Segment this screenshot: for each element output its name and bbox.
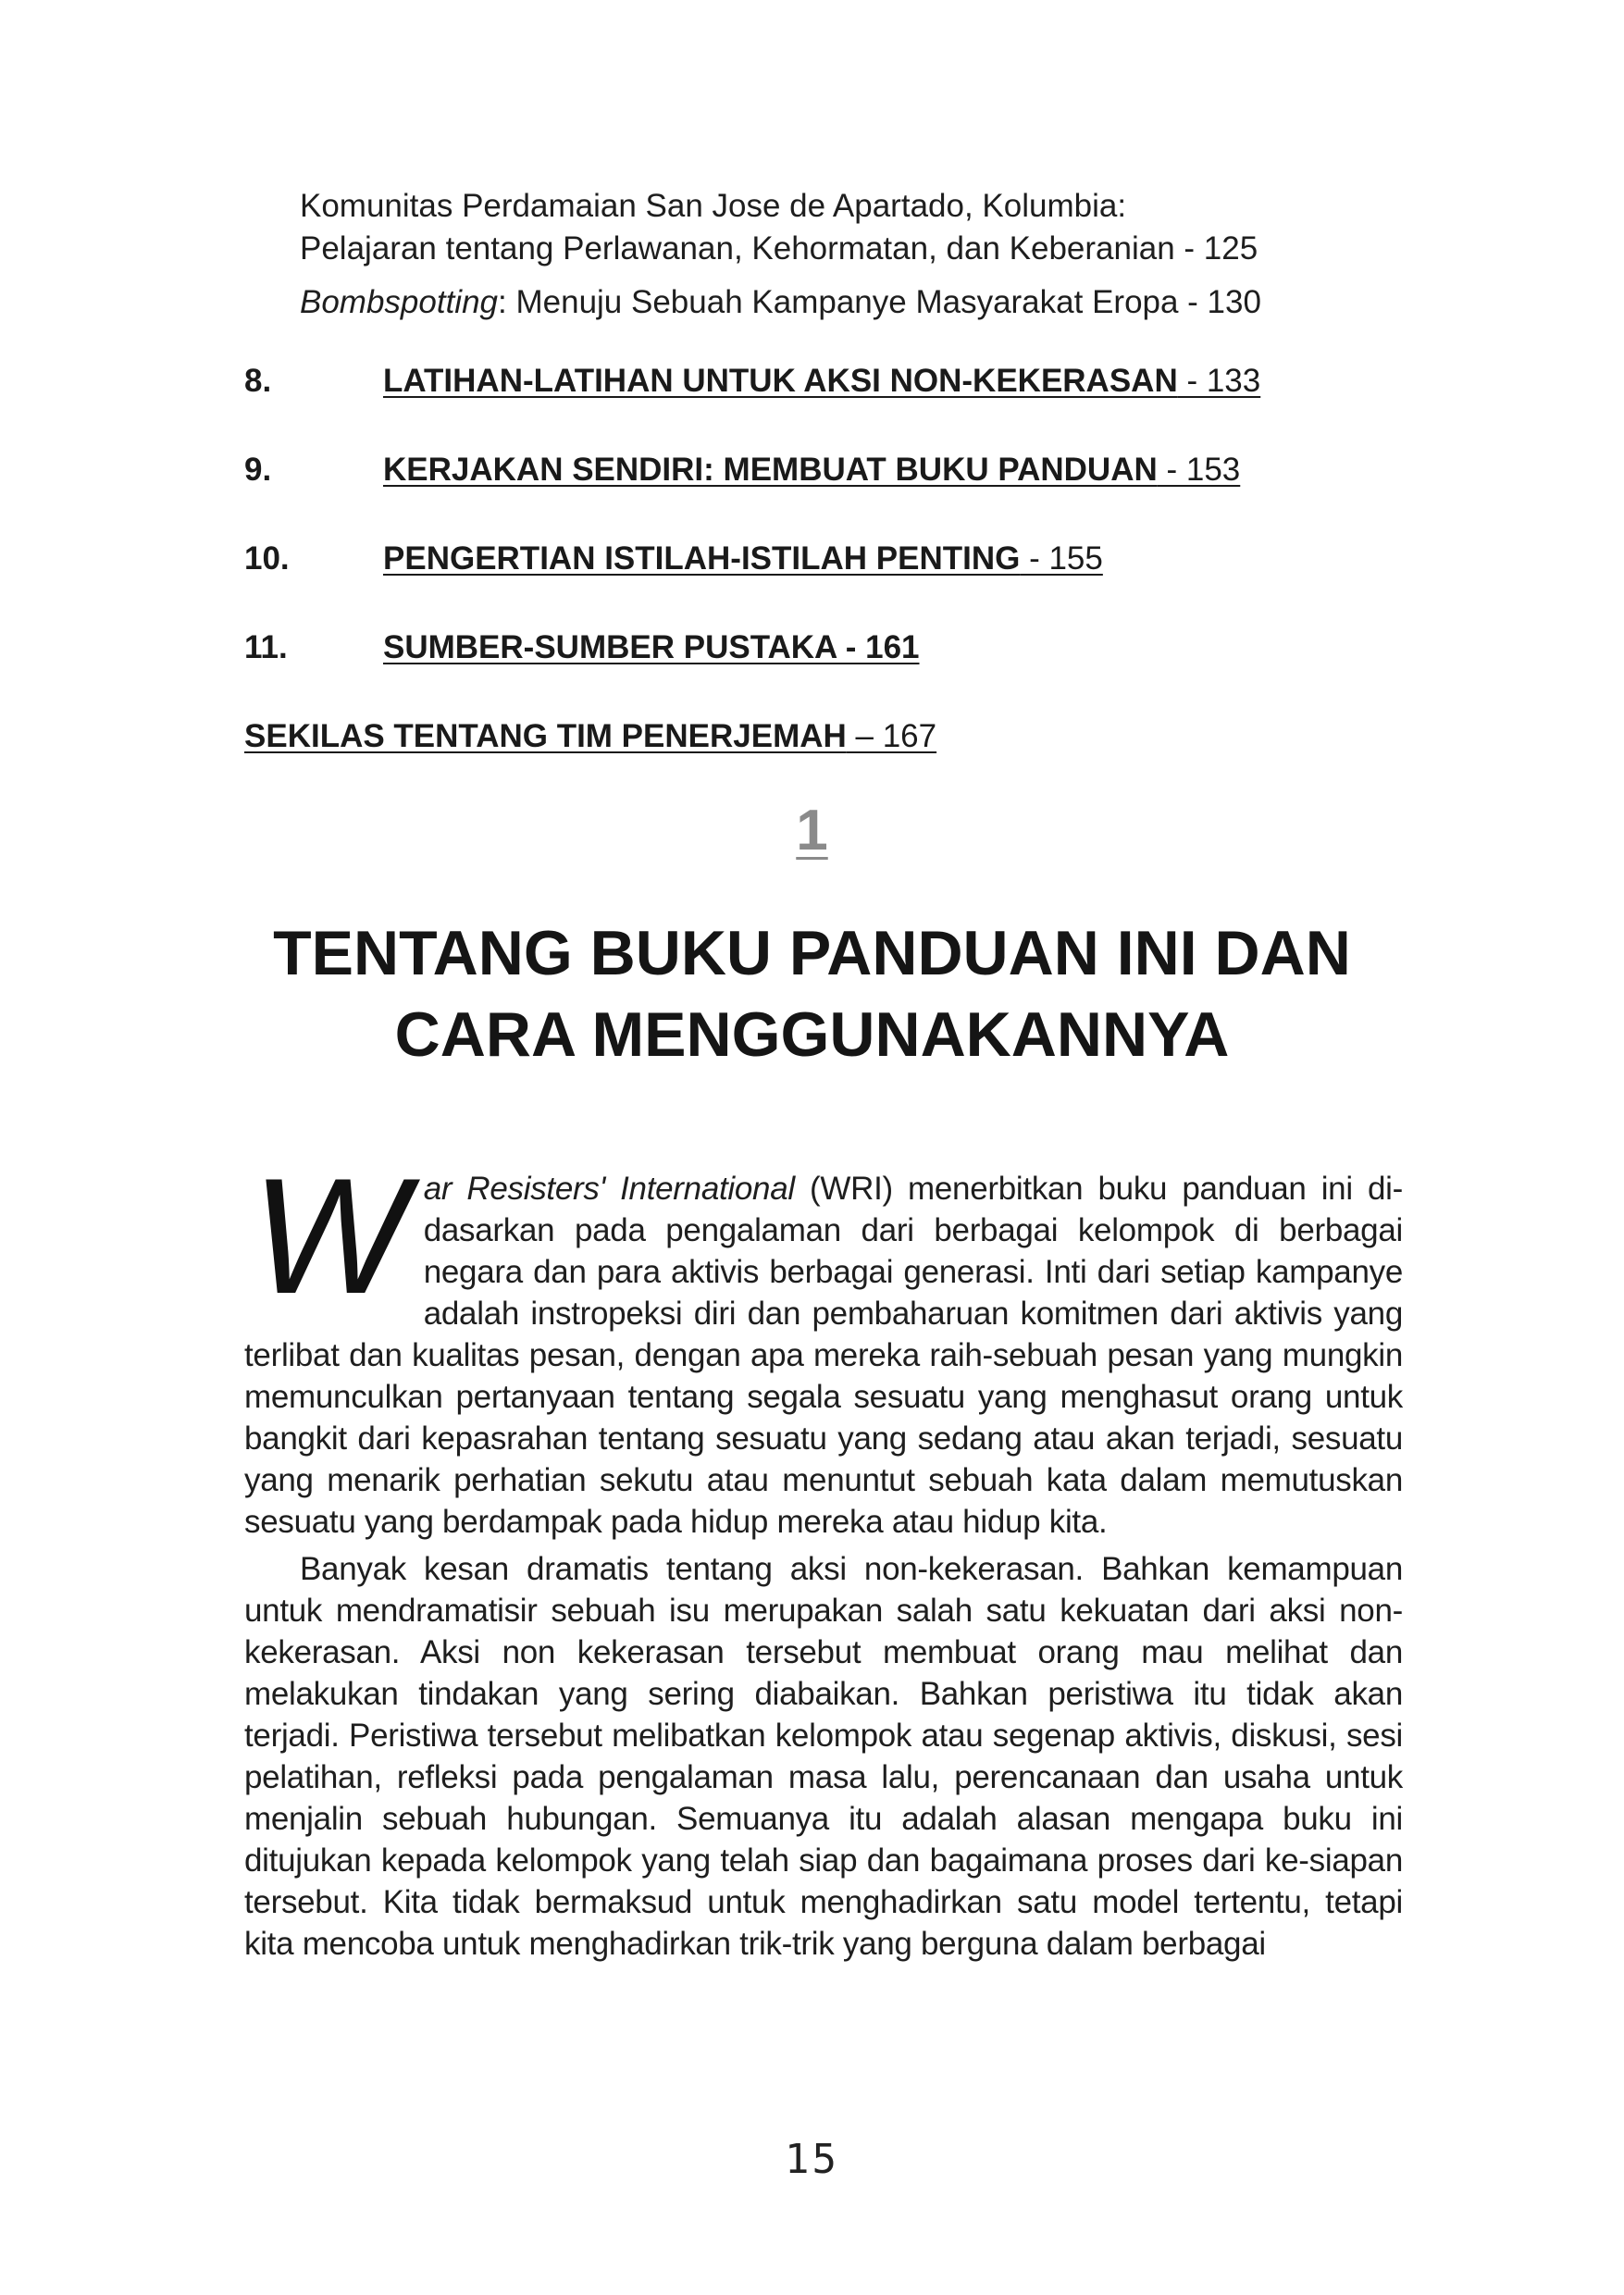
chapter-title-line-2: CARA MENGGUNAKANNYA: [394, 999, 1230, 1070]
toc-chapter-page: - 153: [1157, 452, 1241, 488]
toc-sub-entry-1: [300, 185, 1392, 270]
chapter-title-line-1: TENTANG BUKU PANDUAN INI DAN: [273, 918, 1351, 988]
toc-chapter-number: 8.: [244, 363, 272, 399]
chapter-title: [185, 912, 1439, 1075]
toc-chapter-11[interactable]: [244, 627, 920, 668]
toc-sub-entry-2: [300, 281, 1392, 324]
toc-team-page: – 167: [846, 718, 937, 754]
toc-chapter-title: KERJAKAN SENDIRI: MEMBUAT BUKU PANDUAN: [383, 452, 1158, 488]
organization-name: ar Resisters' International: [423, 1171, 795, 1207]
paragraph-1-text: (WRI) menerbitkan buku panduan ini di-dasarkan pada pengalaman dari berbagai kelompok di berbagai negara dan para aktivis berbagai generasi. Inti dari setiap kampanye adalah instropeksi diri dan pembaharuan komitmen dari aktivis yang terlibat dan kualitas pesan, dengan apa mereka raih-sebuah pesan yang mungkin memunculkan pertanyaan tentang segala sesuatu yang menghasut orang untuk bangkit dari kepasrahan tentang sesuatu yang sedang atau akan terjadi, sesuatu yang menarik perhatian sekutu atau menuntut sebuah kata dalam memutuskan sesuatu yang berdampak pada hidup mereka atau hidup kita.: [244, 1171, 1403, 1540]
toc-chapter-title: LATIHAN-LATIHAN UNTUK AKSI NON-KEKERASAN: [383, 363, 1178, 399]
paragraph-2: Banyak kesan dramatis tentang aksi non-kekerasan. Bahkan kemampuan untuk mendramatisir sebuah isu merupakan salah satu kekuatan dari aksi non-kekerasan. Aksi non kekerasan tersebut membuat orang mau melihat dan melakukan tindakan yang sering diabaikan. Bahkan peristiwa itu tidak akan terjadi. Peristiwa tersebut melibatkan kelompok atau segenap aktivis, diskusi, sesi pelatihan, refleksi pada pengalaman masa lalu, perencanaan dan usaha untuk menjalin sebuah hubungan. Semuanya itu adalah alasan mengapa buku ini ditujukan kepada kelompok yang telah siap dan bagaimana proses dari ke-siapan tersebut. Kita tidak bermaksud untuk menghadirkan satu model tertentu, tetapi kita mencoba untuk menghadirkan trik-trik yang berguna dalam berbagai: [244, 1551, 1403, 1962]
toc-chapter-number: 11.: [244, 629, 288, 665]
toc-sub-entry-line: Komunitas Perdamaian San Jose de Apartado, Kolumbia:: [300, 188, 1127, 224]
toc-chapter-title: PENGERTIAN ISTILAH-ISTILAH PENTING: [383, 540, 1021, 577]
toc-chapter-number: 9.: [244, 452, 272, 488]
toc-chapter-10[interactable]: [244, 539, 1103, 579]
drop-cap: W: [252, 1144, 407, 1328]
toc-chapter-page: - 133: [1177, 363, 1261, 399]
toc-chapter-title: SUMBER-SUMBER PUSTAKA: [383, 629, 837, 665]
toc-team-entry[interactable]: [244, 716, 936, 757]
chapter-number: 1: [796, 799, 828, 862]
toc-sub-entry-rest: : Menuju Sebuah Kampanye Masyarakat Eropa - 130: [498, 284, 1261, 320]
toc-chapter-8[interactable]: [244, 361, 1260, 402]
toc-chapter-page: - 155: [1020, 540, 1103, 577]
toc-sub-entry-italic: Bombspotting: [300, 284, 499, 320]
toc-chapter-9[interactable]: [244, 450, 1240, 490]
body-text: [244, 1144, 1403, 1970]
toc-chapter-number: 10.: [244, 540, 290, 577]
toc-sub-entry-line: Pelajaran tentang Perlawanan, Kehormatan, dan Keberanian - 125: [300, 230, 1258, 267]
toc-team-title: SEKILAS TENTANG TIM PENERJEMAH: [244, 718, 847, 754]
toc-chapter-page: - 161: [837, 629, 920, 665]
page-number: 15: [785, 2136, 839, 2183]
paragraph-1: [244, 1144, 1403, 1543]
